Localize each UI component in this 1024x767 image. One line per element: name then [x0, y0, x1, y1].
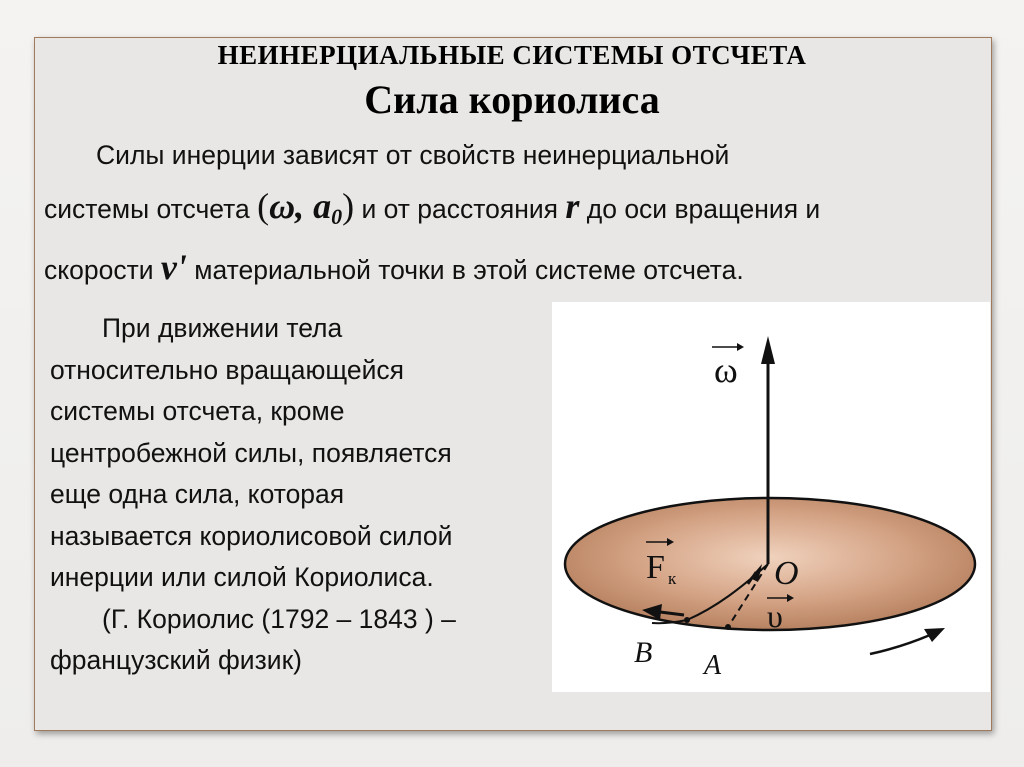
- omega-label: ω: [714, 350, 738, 390]
- point-b-dot: [684, 617, 690, 623]
- intro-text-3: и от расстояния: [354, 194, 566, 224]
- body-line-9: французский физик): [50, 645, 302, 675]
- point-b-label: B: [634, 636, 653, 669]
- intro-text-5: скорости: [44, 255, 161, 285]
- intro-text-2: системы отсчета: [44, 194, 250, 224]
- slide-subtitle: Сила кориолиса: [364, 77, 660, 122]
- intro-line-3: [44, 242, 984, 296]
- body-line-2: относительно вращающейся: [50, 354, 405, 385]
- coriolis-figure: [552, 302, 990, 692]
- body-line-4: центробежной силы, появляется: [50, 437, 452, 468]
- intro-line-1: [44, 130, 984, 181]
- point-a-dot: [725, 624, 731, 630]
- intro-text-6: материальной точки в этой системе отсчета.: [186, 255, 744, 285]
- body-line-5: еще одна сила, которая: [50, 479, 345, 509]
- body-line-3: системы отсчета, кроме: [50, 396, 345, 426]
- body-paragraph: [50, 308, 540, 682]
- close-paren: ): [342, 186, 355, 226]
- force-subscript: к: [668, 569, 677, 588]
- r-symbol: r: [565, 186, 580, 226]
- intro-line-2: [44, 181, 984, 242]
- rotation-arrow: [870, 635, 930, 654]
- coriolis-diagram: [552, 302, 990, 692]
- intro-text-1: Силы инерции зависят от свойств неинерциальной: [96, 140, 730, 170]
- body-line-1: При движении тела: [102, 313, 343, 343]
- body-line-7: инерции или силой Кориолиса.: [50, 562, 434, 592]
- intro-text-4: до оси вращения и: [579, 194, 821, 224]
- point-a-label: A: [704, 650, 722, 681]
- velocity-label: υ: [767, 598, 783, 634]
- body-line-8: (Г. Кориолис (1792 – 1843 ) –: [102, 603, 456, 634]
- force-label: F: [646, 549, 665, 586]
- origin-label: O: [774, 555, 799, 592]
- v-prime-symbol: v': [160, 247, 187, 287]
- intro-paragraph: [44, 130, 984, 296]
- omega-arrowhead: [761, 336, 775, 364]
- slide-title: НЕИНЕРЦИАЛЬНЫЕ СИСТЕМЫ ОТСЧЕТА: [217, 40, 807, 70]
- subscript-zero: 0: [331, 204, 343, 229]
- omega-vector-tip: [737, 343, 744, 351]
- open-paren: (: [257, 186, 270, 226]
- body-line-6: называется кориолисовой силой: [50, 520, 453, 551]
- omega-a-symbol: ω, a: [269, 186, 332, 226]
